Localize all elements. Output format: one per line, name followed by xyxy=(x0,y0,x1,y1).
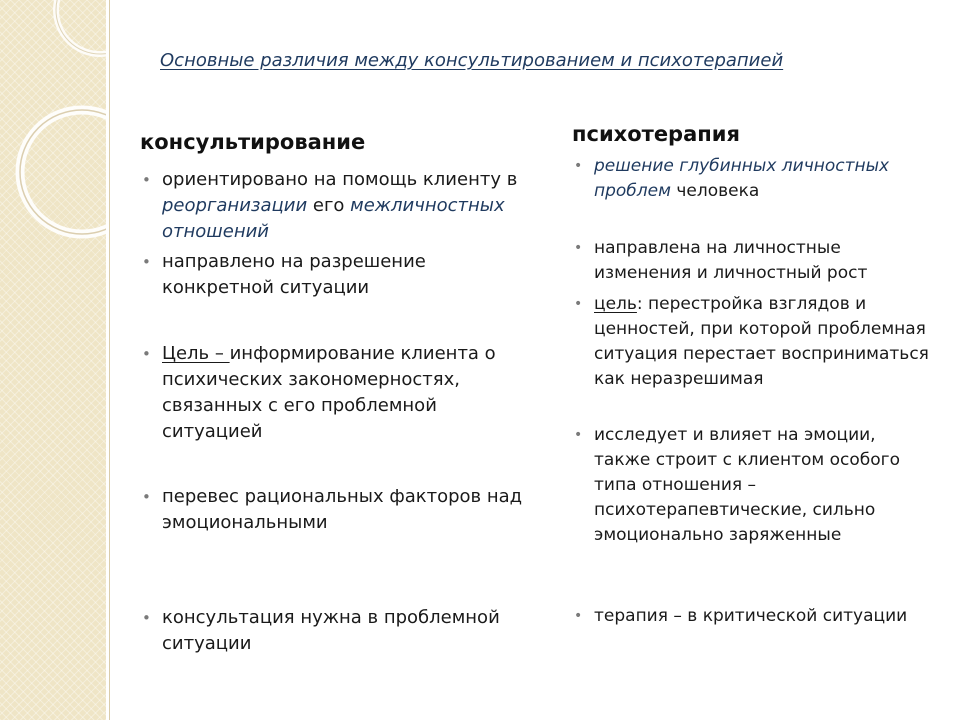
right-bullet-2: • направлена на личностные изменения и личностный рост xyxy=(572,236,942,286)
left-bullet-1: • ориентировано на помощь клиенту в реорганизации его межличностных отношений xyxy=(140,167,540,245)
right-bullet-4: • исследует и влияет на эмоции, также строит с клиентом особого типа отношения – психотерапевтические, сильно эмоционально заряженные xyxy=(572,423,917,548)
right-column-heading: психотерапия xyxy=(572,122,740,146)
right-bullet-5: • терапия – в критической ситуации xyxy=(572,604,942,629)
right-bullet-3: • цель: перестройка взглядов и ценностей, при которой проблемная ситуация перестает восприниматься как неразрешимая xyxy=(572,292,942,392)
left-bullet-2: • направлено на разрешение конкретной ситуации xyxy=(140,249,540,301)
left-bullet-5: • консультация нужна в проблемной ситуации xyxy=(140,605,540,657)
slide-title: Основные различия между консультированием и психотерапией xyxy=(160,50,784,71)
left-bullet-3: • Цель – информирование клиента о психических закономерностях, связанных с его проблемной ситуацией xyxy=(140,341,530,445)
sidebar-edge-line xyxy=(109,0,110,720)
decorative-circles xyxy=(0,0,106,720)
left-bullet-4: • перевес рациональных факторов над эмоциональными xyxy=(140,484,540,536)
left-column-heading: консультирование xyxy=(140,130,366,154)
decorative-sidebar xyxy=(0,0,106,720)
right-bullet-1: • решение глубинных личностных проблем человека xyxy=(572,154,917,204)
